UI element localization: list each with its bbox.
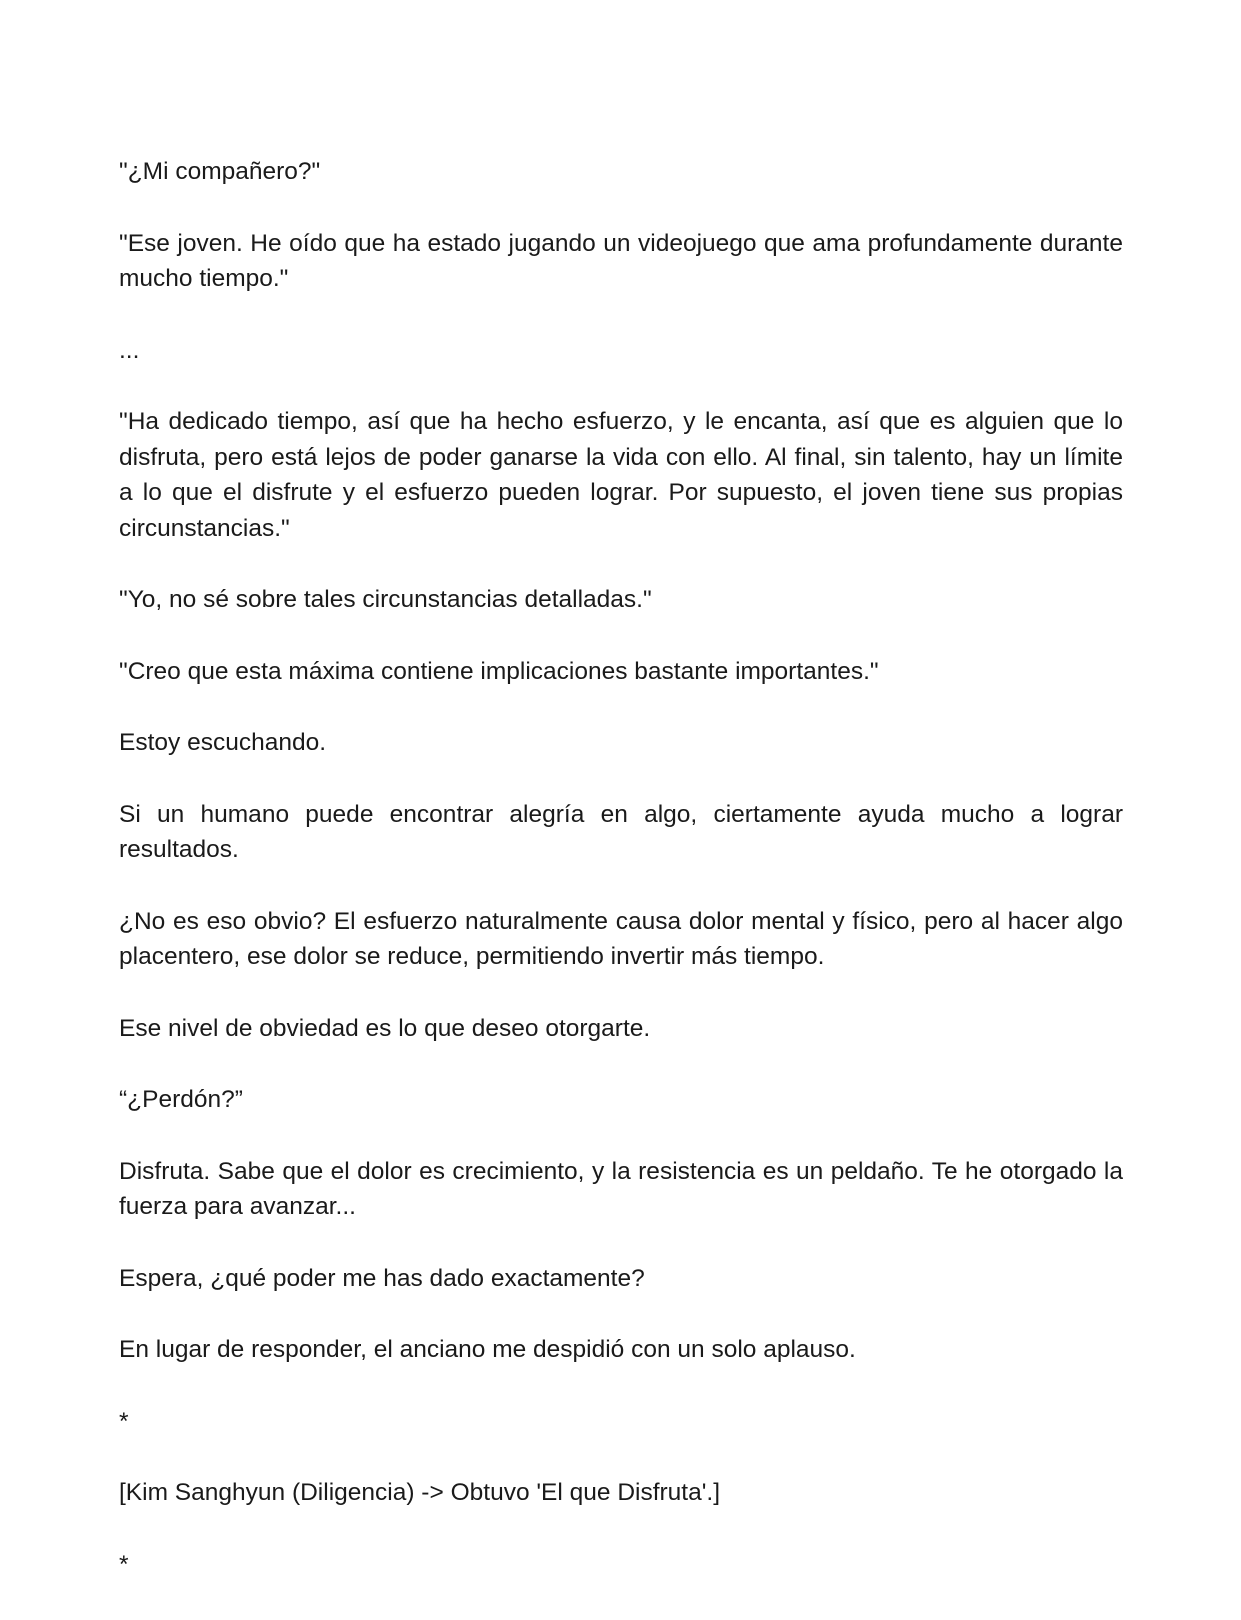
document-body (119, 154, 1123, 1582)
paragraph-listening: Estoy escuchando. (119, 729, 327, 756)
paragraph-enjoy: Disfruta. Sabe que el dolor es crecimiento, y la resistencia es un peldaño. Te he otorgado la fuerza para avanzar... (119, 1157, 1123, 1220)
paragraph-dismissal: En lugar de responder, el anciano me despidió con un solo aplauso. (119, 1336, 856, 1363)
paragraph-dialogue-young-man: "Ese joven. He oído que ha estado jugando un videojuego que ama profundamente durante mucho tiempo." (119, 229, 1123, 292)
paragraph-dialogue-companion: "¿Mi compañero?" (119, 158, 321, 185)
paragraph-pardon: “¿Perdón?” (119, 1086, 243, 1113)
paragraph-question-power: Espera, ¿qué poder me has dado exactamente? (119, 1264, 645, 1292)
scene-break: * (119, 1550, 129, 1578)
paragraph-dialogue-maxim: "Creo que esta máxima contiene implicaciones bastante importantes." (119, 657, 879, 685)
paragraph-grant: Ese nivel de obviedad es lo que deseo otorgarte. (119, 1014, 651, 1042)
paragraph-joy: Si un humano puede encontrar alegría en algo, ciertamente ayuda mucho a lograr resultados. (119, 800, 1123, 863)
paragraph-obvious: ¿No es eso obvio? El esfuerzo naturalmente causa dolor mental y físico, pero al hacer algo placentero, ese dolor se reduce, permitiendo invertir más tiempo. (119, 907, 1123, 970)
paragraph-dialogue-circumstances: "Yo, no sé sobre tales circunstancias detalladas." (119, 586, 652, 613)
scene-break: * (119, 1407, 129, 1435)
paragraph-ellipsis: ... (119, 336, 140, 364)
paragraph-system-message: [Kim Sanghyun (Diligencia) -> Obtuvo 'El que Disfruta'.] (119, 1479, 721, 1506)
paragraph-dialogue-dedication: "Ha dedicado tiempo, así que ha hecho esfuerzo, y le encanta, así que es alguien que lo disfruta, pero está lejos de poder ganarse la vida con ello. Al final, sin talento, hay un límite a lo que el disfrute y el esfuerzo pueden lograr. Por supuesto, el joven tiene sus propias circunstancias." (119, 408, 1123, 542)
